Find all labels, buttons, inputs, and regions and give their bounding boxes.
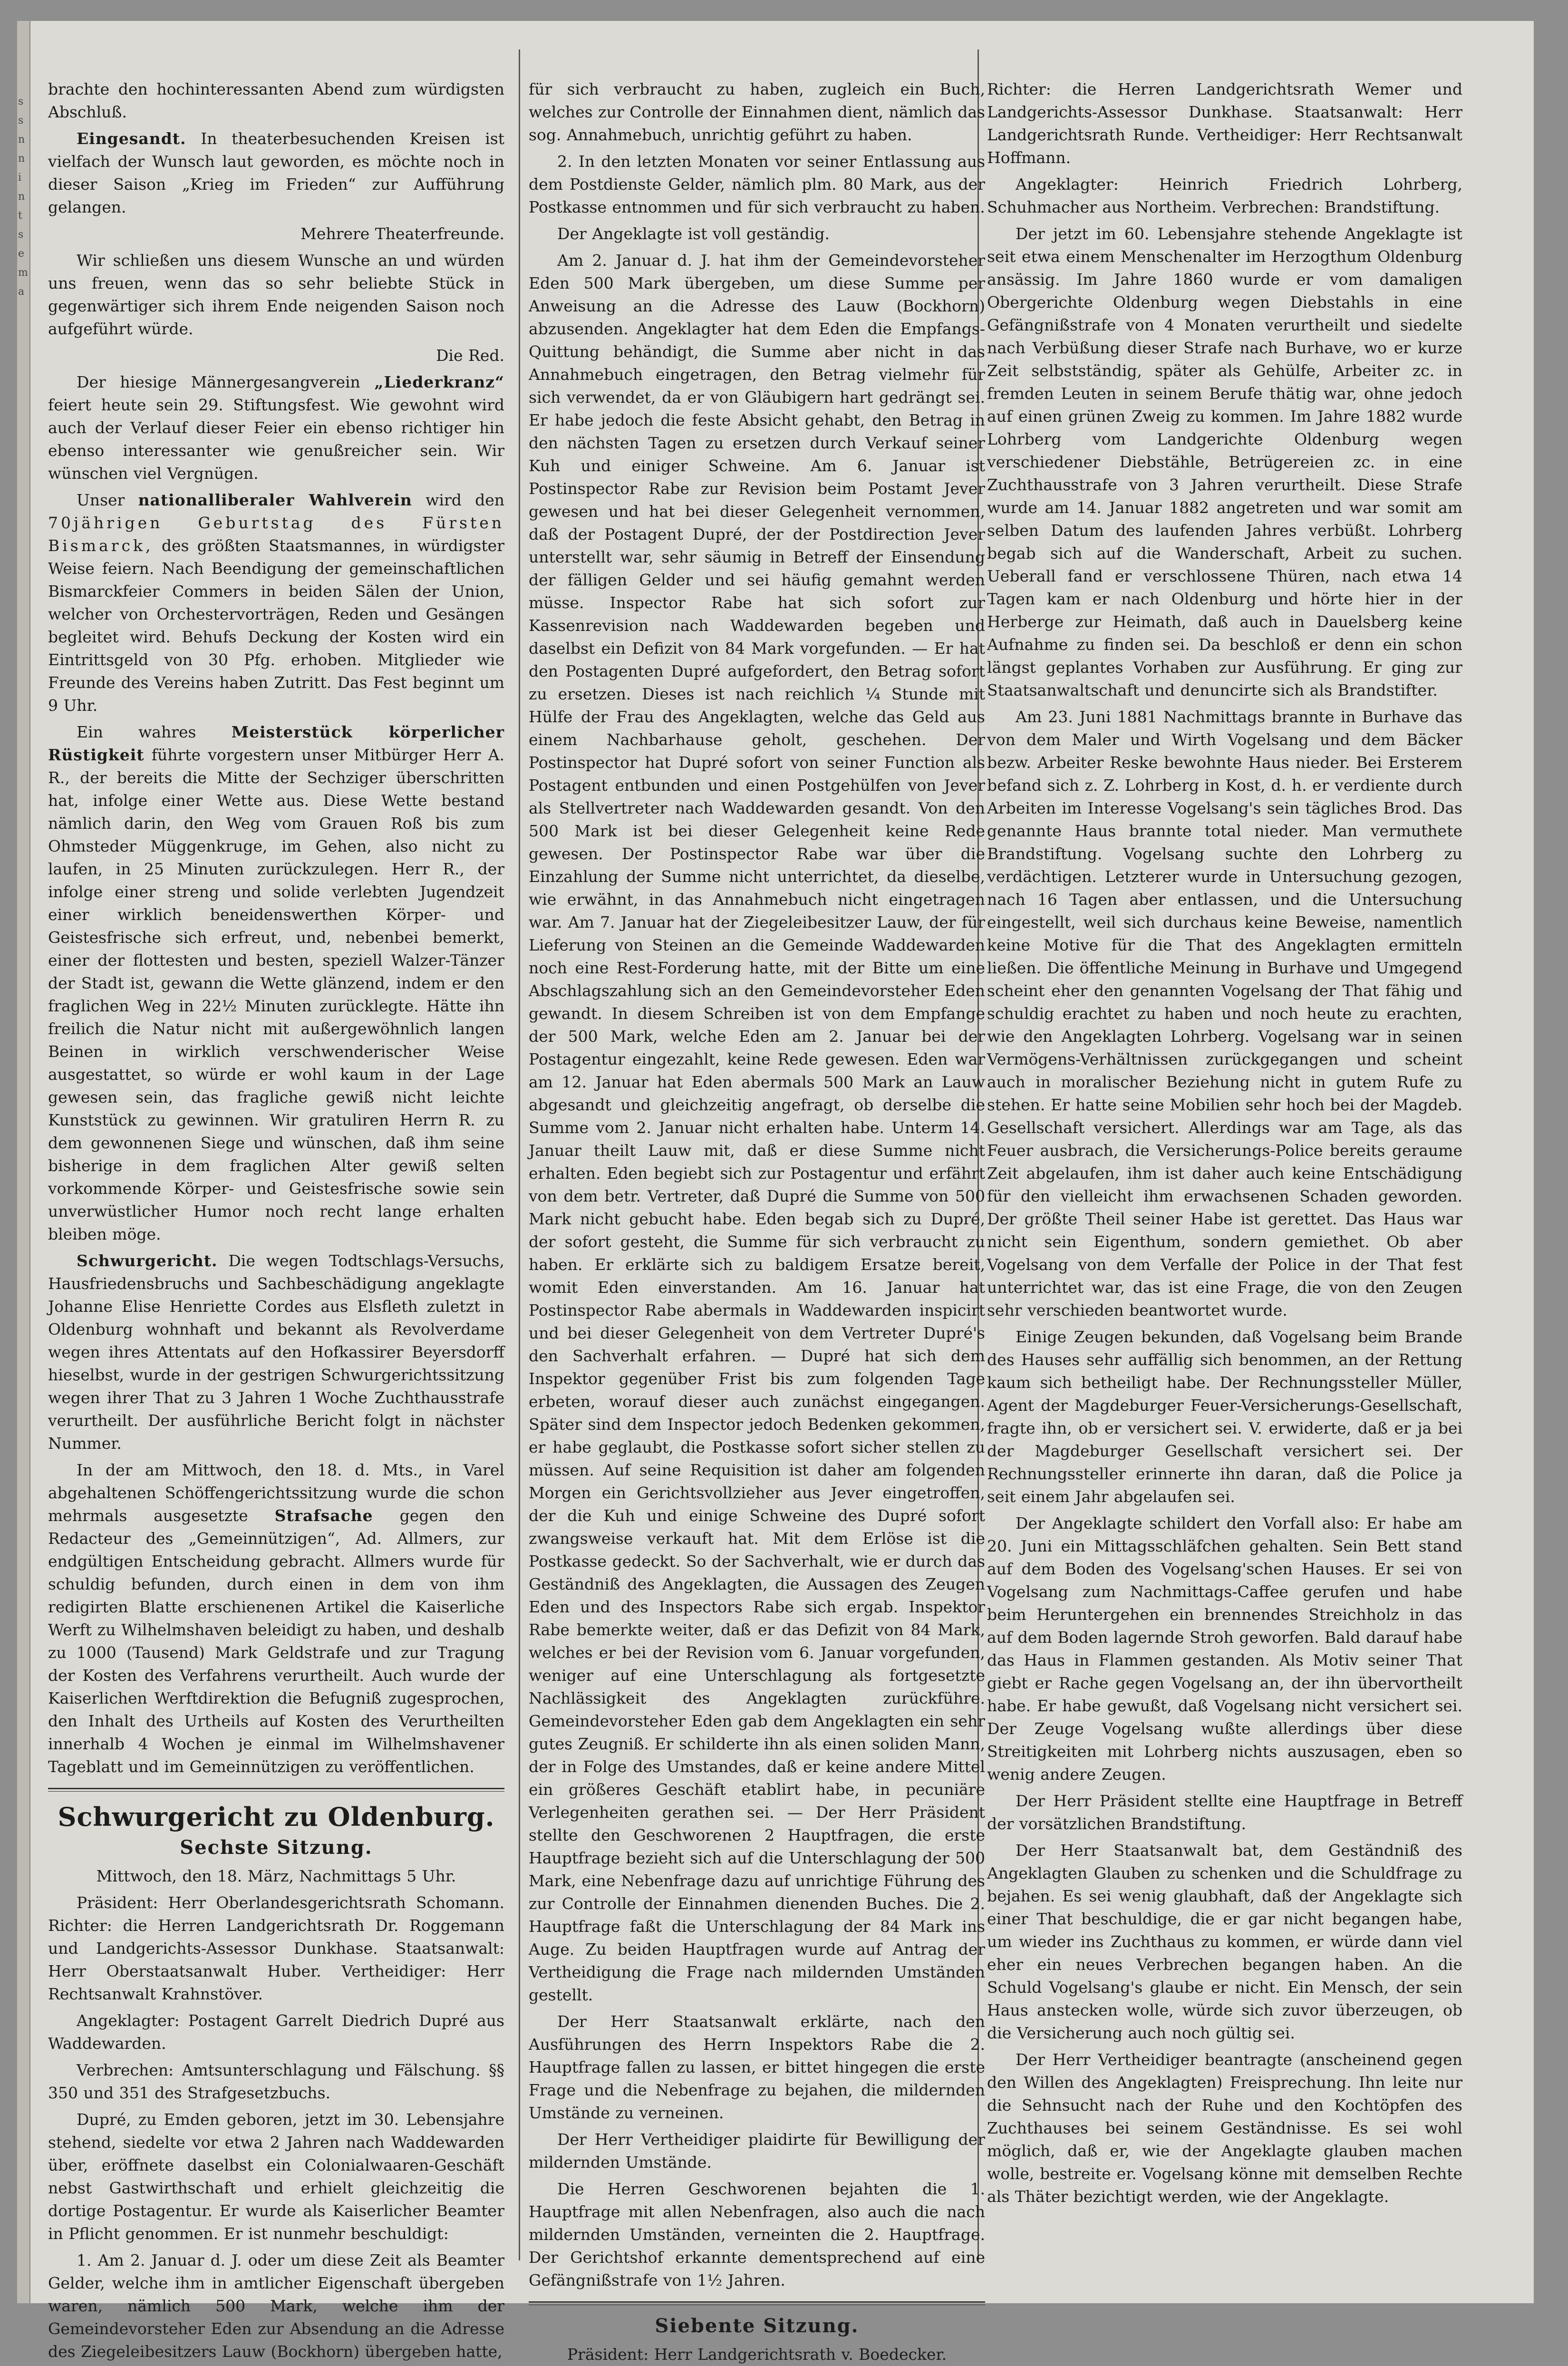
- article-schwurgericht: [48, 1250, 504, 1455]
- gutter-letter: a: [18, 286, 25, 298]
- column-middle: [529, 78, 985, 2364]
- article-text: des größten Staatsmannes, in würdigster Weise feiern. Nach Beendigung der gemeinschaftlichen Bismarckfeier Commers in beiden Sälen der Union, welcher von Orchestervorträgen, Reden und Gesängen begleitet wird. Behufs Deckung der Kosten wird ein Eintrittsgeld von 30 Pfg. erhoben. Mitglieder wie Freunde des Vereins haben Zutritt. Das Fest beginnt um 9 Uhr.: [48, 536, 504, 715]
- newspaper-page: [17, 21, 1534, 2364]
- editor-note: Wir schließen uns diesem Wunsche an und würden uns freuen, wenn das so sehr beliebte Stück in gegenwärtiger sich ihrem Ende neigenden Saison noch aufgeführt würde.: [48, 251, 504, 338]
- section-label: Schwurgericht.: [77, 1251, 218, 1270]
- article-text: In theaterbesuchenden Kreisen ist vielfach der Wunsch laut geworden, es möchte noch in dieser Saison „Krieg im Frieden“ zur Aufführung gelangen.: [48, 129, 504, 216]
- emphasis: 70jährigen Geburtstag des Fürsten Bismarck,: [48, 514, 504, 555]
- gutter-letter: m: [18, 267, 28, 279]
- gutter-letter: s: [18, 96, 24, 107]
- section-heading: Schwurgericht zu Oldenburg.: [58, 1802, 495, 1832]
- article-meisterstueck: [48, 721, 504, 1246]
- session-officials: Präsident: Herr Oberlandesgerichtsrath Schomann. Richter: die Herren Landgerichtsrath Dr. Roggemann und Landgerichts-Assessor Dunkhase. Staatsanwalt: Herr Oberstaatsanwalt Huber. Vertheidiger: Herr Rechtsanwalt Krahnstöver.: [48, 1893, 504, 2003]
- article-text: Der hiesige Männergesangverein: [77, 373, 360, 391]
- case-text: Der jetzt im 60. Lebensjahre stehende Angeklagte ist seit etwa einem Menschenalter im Herzogthum Oldenburg ansässig. Im Jahre 1860 wurde er vom damaligen Obergerichte Oldenburg wegen Diebstahls in eine Gefängnißstrafe von 4 Monaten verurtheilt und siedelte nach Verbüßung dieser Strafe nach Burhave, wo er kurze Zeit selbstständig, später als Gehülfe, Arbeiter zc. in fremden Leuten in seinem Berufe thätig war, ohne jedoch auf einen grünen Zweig zu kommen. Im Jahre 1882 wurde Lohrberg vom Landgerichte Oldenburg wegen verschiedener Diebstähle, Betrügereien zc. in eine Zuchthausstrafe von 3 Jahren verurtheilt. Diese Strafe wurde am 14. Januar 1882 angetreten und war somit am selben Datum des laufenden Jahres verbüßt. Lohrberg begab sich auf die Wanderschaft, Arbeit zu suchen. Ueberall fand er verschlossene Thüren, nach etwa 14 Tagen kam er nach Oldenburg und hörte hier in der Herberge zur Heimath, daß auch in Dauelsberg keine Aufnahme zu finden sei. Da beschloß er denn ein schon längst geplantes Vorhaben zur Ausführung. Er ging zur Staatsanwaltschaft und denuncirte sich als Brandstifter.: [987, 224, 1462, 699]
- case-text: Am 2. Januar d. J. hat ihm der Gemeindevorsteher Eden 500 Mark übergeben, um diese Summe per Anweisung an die Adresse des Lauw (Bockhorn) abzusenden. Angeklagter hat dem Eden die Empfangs-Quittung behändigt, die Summe aber nicht in das Annahmebuch eingetragen, den Betrag vielmehr für sich verwendet, da er von Gläubigern hart gedrängt sei. Er habe jedoch die feste Absicht gehabt, den Betrag in den nächsten Tagen zu ersetzen durch Verkauf seiner Kuh und einiger Schweine. Am 6. Januar ist Postinspector Rabe zur Revision beim Postamt Jever gewesen und hat bei dieser Gelegenheit vernommen, daß der Postagent Dupré, der der Postdirection Jever unterstellt war, sehr säumig in Betreff der Einsendung der fälligen Gelder und sei häufig gemahnt werden müsse. Inspector Rabe hat sich sofort zur Kassenrevision nach Waddewarden begeben und daselbst ein Defizit von 84 Mark vorgefunden. — Er hat den Postagenten Dupré aufgefordert, den Betrag sofort zu ersetzen. Dieses ist nach reichlich ¼ Stunde mit Hülfe der Frau des Angeklagten, welche das Geld aus einem Nachbarhause geholt, geschehen. Der Postinspector hat Dupré sofort von seiner Function als Postagent entbunden und einen Postgehülfen von Jever als Stellvertreter nach Waddewarden gesandt. Von den 500 Mark ist bei dieser Gelegenheit keine Rede gewesen. Der Postinspector Rabe war über die Einzahlung der Summe nicht unterrichtet, da dieselbe, wie erwähnt, in das Annahmebuch nicht eingetragen war. Am 7. Januar hat der Ziegeleibesitzer Lauw, der für Lieferung von Steinen an die Gemeinde Waddewarden noch eine Rest-Forderung hatte, mit der Bitte um eine Abschlagszahlung sich an den Gemeindevorsteher Eden gewandt. In diesem Schreiben ist von dem Empfange der 500 Mark, welche Eden am 2. Januar bei der Postagentur eingezahlt, keine Rede gewesen. Eden war am 12. Januar hat Eden abermals 500 Mark an Lauw abgesandt und gleichzeitig angefragt, ob derselbe die Summe vom 2. Januar nicht erhalten habe. Unterm 14. Januar theilt Lauw mit, daß er diese Summe nicht erhalten. Eden begiebt sich zur Postagentur und erfährt von dem betr. Vertreter, daß Dupré die Summe von 500 Mark nicht gebucht habe. Eden begab sich zu Dupré, der sofort gesteht, die Summe für sich verbraucht zu haben. Er erklärte sich zu baldigem Ersatze bereit, womit Eden einverstanden. Am 16. Januar hat Postinspector Rabe abermals in Waddewarden inspicirt und bei dieser Gelegenheit von dem Vertreter Dupré's den Sachverhalt erfahren. — Dupré hat sich dem Inspektor gegenüber Frist bis zum folgenden Tage erbeten, worauf dieser auch zunächst eingegangen. Später sind dem Inspector jedoch Bedenken gekommen, er habe geglaubt, die Postkasse sofort sicher stellen zu müssen. Auf seine Requisition ist daher am folgenden Morgen ein Gerichtsvollzieher aus Jever eingetroffen, der die Kuh und einige Schweine des Dupré sofort zwangsweise verkauft hat. Mit dem Erlöse ist die Postkasse gedeckt. So der Sachverhalt, wie er durch das Geständniß des Angeklagten, die Aussagen des Zeugen Eden und des Inspectors Rabe sich ergab. Inspektor Rabe bemerkte weiter, daß er das Defizit von 84 Mark, welches er bei der Revision vom 6. Januar vorgefunden, weniger auf eine Unterschlagung als fortgesetzte Nachlässigkeit des Angeklagten zurückführe. Gemeindevorsteher Eden gab dem Angeklagten ein sehr gutes Zeugniß. Er schilderte ihn als einen soliden Mann, der in Folge des Umstandes, daß er keine andere Mittel ein größeres Geschäft etablirt habe, in pecuniäre Verlegenheiten gerathen sei. — Der Herr Präsident stellte den Geschworenen 2 Hauptfragen, die erste Hauptfrage bezieht sich auf die Unterschlagung der 500 Mark, eine Nebenfrage dazu auf unrichtige Führung des zur Controlle der Einnahmen dienenden Buches. Die 2. Hauptfrage faßt die Unterschlagung der 84 Mark ins Auge. Zu beiden Hauptfragen wurde auf Antrag der Vertheidigung die Frage nach mildernden Umständen gestellt.: [529, 251, 985, 2004]
- case-text: Der Herr Vertheidiger plaidirte für Bewilligung der mildernden Umstände.: [529, 2130, 985, 2172]
- case-text: für sich verbraucht zu haben, zugleich ein Buch, welches zur Controlle der Einnahmen dient, nämlich das sog. Annahmebuch, unrichtig geführt zu haben.: [529, 80, 985, 144]
- binding-edge: [17, 21, 30, 2303]
- article-text: führte vorgestern unser Mitbürger Herr A. R., der bereits die Mitte der Sechziger überschritten hat, infolge einer Wette aus. Diese Wette bestand nämlich darin, den Weg vom Grauen Roß bis zum Ohmsteder Müggenkruge, im Gehen, also nicht zu laufen, in 25 Minuten zurückzulegen. Herr R., der infolge einer streng und solide verlebten Jugendzeit einer wirklich beneidenswerthen Körper- und Geistesfrische sich erfreut, und, nebenbei bemerkt, einer der flottesten und besten, speziell Walzer-Tänzer der Stadt ist, gewann die Wette glänzend, indem er den fraglichen Weg in 22½ Minuten zurücklegte. Hätte ihn freilich die Natur nicht mit außergewöhnlich langen Beinen in wirklich verschwenderischer Weise ausgestattet, so würde er wohl kaum in der Lage gewesen sein, das fragliche gewiß nicht leichte Kunststück zu gewinnen. Wir gratuliren Herrn R. zu dem gewonnenen Siege und wünschen, daß ihm seine bisherige in dem fraglichen Alter gewiß selten vorkommende Körper- und Geistesfrische sowie sein unverwüstlicher Humor noch recht lange erhalten bleiben möge.: [48, 746, 504, 1243]
- gutter-letter: n: [18, 153, 25, 165]
- article-eingesandt: [48, 127, 504, 219]
- case-text: Der Angeklagte ist voll geständig.: [557, 224, 830, 243]
- section-divider: [529, 2301, 985, 2305]
- article-wahlverein: [48, 489, 504, 717]
- signature: Mehrere Theaterfreunde.: [300, 224, 504, 243]
- case-text: Am 23. Juni 1881 Nachmittags brannte in Burhave das von dem Maler und Wirth Vogelsang und dem Bäcker bezw. Arbeiter Reske bewohnte Haus nieder. Bei Ersterem befand sich z. Z. Lohrberg in Kost, d. h. er verdiente durch Arbeiten im Interesse Vogelsang's sein tägliches Brod. Das genannte Haus brannte total nieder. Man vermuthete Brandstiftung. Vogelsang suchte den Lohrberg zu verdächtigen. Letzterer wurde in Untersuchung gezogen, nach 16 Tagen aber entlassen, und die Untersuchung eingestellt, weil sich durchaus keine Beweise, namentlich keine Motive für die That des Angeklagten ermitteln ließen. Die öffentliche Meinung in Burhave und Umgegend scheint eher den genannten Vogelsang der That fähig und schuldig erachtet zu haben und noch heute zu erachten, wie den Angeklagten Lohrberg. Vogelsang war in seinen Vermögens-Verhältnissen zurückgegangen und scheint auch in moralischer Beziehung nicht in gutem Rufe zu stehen. Er hatte seine Mobilien sehr hoch bei der Magdeb. Gesellschaft versichert. Allerdings war am Tage, als das Feuer ausbrach, die Versicherungs-Police bereits geraume Zeit abgelaufen, ihm ist daher auch keine Entschädigung für den vielleicht ihm erwachsenen Schaden geworden. Der größte Theil seiner Habe ist gerettet. Das Haus war nicht sein Eigenthum, sondern gemiethet. Ob aber Vogelsang von dem Verfalle der Police in der That fest unterrichtet war, das ist eine Frage, die von den Zeugen sehr verschieden beantwortet wurde.: [987, 708, 1462, 1319]
- article-text: In der am Mittwoch, den 18. d. Mts., in Varel abgehaltenen Schöffengerichtssitzung wurde die schon mehrmals ausgesetzte: [48, 1461, 504, 1525]
- column-left: [48, 78, 505, 2361]
- article-continuation: brachte den hochinteressanten Abend zum würdigsten Abschluß.: [48, 80, 504, 121]
- signature: Die Red.: [436, 346, 504, 365]
- emphasis: Meisterstück körperlicher Rüstigkeit: [48, 723, 504, 764]
- case-text: Der Herr Präsident stellte eine Hauptfrage in Betreff der vorsätzlichen Brandstiftung.: [987, 1792, 1462, 1833]
- gutter-letter: n: [18, 134, 25, 145]
- emphasis: „Liederkranz“: [374, 373, 505, 391]
- charge: Verbrechen: Amtsunterschlagung und Fälschung. §§ 350 und 351 des Strafgesetzbuchs.: [48, 2061, 504, 2102]
- case-text: Der Angeklagte schildert den Vorfall also: Er habe am 20. Juni ein Mittagsschläfchen gehalten. Sein Bett stand auf dem Boden des Vogelsang'schen Hauses. Er sei von Vogelsang zum Nachmittags-Caffee gerufen und habe beim Heruntergehen ein brennendes Streichholz in das auf dem Boden lagernde Stroh geworfen. Bald darauf habe das Haus in Flammen gestanden. Als Motiv seiner That giebt er Rache gegen Vogelsang an, der ihn übervortheilt habe. Er habe gewußt, daß Vogelsang nicht versichert sei. Der Zeuge Vogelsang wußte allerdings über diese Streitigkeiten mit Lohrberg nichts auszusagen, eben so wenig andere Zeugen.: [987, 1514, 1462, 1784]
- article-varel: [48, 1459, 504, 1778]
- case-text: Die Herren Geschworenen bejahten die 1. Hauptfrage mit allen Nebenfragen, also auch die nach mildernden Umständen, verneinten die 2. Hauptfrage. Der Gerichtshof erkannte dementsprechend auf eine Gefängnißstrafe von 1½ Jahren.: [529, 2180, 985, 2289]
- gutter-letter: s: [18, 115, 24, 126]
- article-text: gegen den Redacteur des „Gemeinnützigen“, Ad. Allmers, zur endgültigen Entscheidung gebracht. Allmers wurde für schuldig befunden, durch einen in dem von ihm redigirten Blatte erschienenen Artikel die Kaiserliche Werft zu Wilhelmshaven beleidigt zu haben, und deshalb zu 1000 (Tausend) Mark Geldstrafe und zur Tragung der Kosten des Verfahrens verurtheilt. Auch wurde der Kaiserlichen Werftdirektion die Befugniß zugesprochen, den Inhalt des Urtheils auf Kosten des Verurtheilten innerhalb 4 Wochen je einmal im Wilhelmshavener Tageblatt und im Gemeinnützigen zu veröffentlichen.: [48, 1506, 504, 1776]
- gutter-fragments: [18, 92, 29, 301]
- case-text: Der Herr Vertheidiger beantragte (anscheinend gegen den Willen des Angeklagten) Freisprechung. Ihn leite nur die Sehnsucht nach der Ruhe und den Kochtöpfen des Zuchthauses bei seinem Geständnisse. Es sei wohl möglich, daß er, wie der Angeklagte glauben machen wolle, bestreite er. Vogelsang könne mit demselben Rechte als Thäter bezichtigt werden, wie der Angeklagte.: [987, 2050, 1462, 2206]
- gutter-letter: i: [18, 172, 22, 184]
- gutter-letter: t: [18, 210, 22, 222]
- case-text: Dupré, zu Emden geboren, jetzt im 30. Lebensjahre stehend, siedelte vor etwa 2 Jahren nach Waddewarden über, eröffnete daselbst ein Colonialwaaren-Geschäft nebst Gastwirthschaft und erhielt gleichzeitig die dortige Postagentur. Er wurde als Kaiserlicher Beamter in Pflicht genommen. Er ist nunmehr beschuldigt:: [48, 2110, 504, 2243]
- article-text: Ein wahres: [77, 723, 196, 741]
- emphasis: Strafsache: [274, 1506, 373, 1525]
- session-officials: Richter: die Herren Landgerichtsrath Wemer und Landgerichts-Assessor Dunkhase. Staatsanwalt: Herr Landgerichtsrath Runde. Vertheidiger: Herr Rechtsanwalt Hoffmann.: [987, 80, 1462, 167]
- article-liederkranz: [48, 371, 504, 485]
- session-date: Mittwoch, den 18. März, Nachmittags 5 Uhr.: [96, 1867, 456, 1885]
- section-subheading: Sechste Sitzung.: [180, 1836, 373, 1859]
- defendant: Angeklagter: Heinrich Friedrich Lohrberg, Schuhmacher aus Northeim. Verbrechen: Brandstiftung.: [987, 175, 1462, 216]
- case-text: Der Herr Staatsanwalt bat, dem Geständniß des Angeklagten Glauben zu schenken und die Schuldfrage zu bejahen. Es sei wenig glaubhaft, daß der Angeklagte sich einer That beschuldige, die er gar nicht begangen habe, um wieder ins Zuchthaus zu kommen, er würde dann viel eher ein neues Verbrechen begangen haben. An die Schuld Vogelsang's glaube er nicht. Ein Mensch, der sein Haus anstecken wolle, würde sich zuvor überzeugen, ob die Versicherung auch noch gültig sei.: [987, 1841, 1462, 2042]
- session-president: Präsident: Herr Landgerichtsrath v. Boedecker.: [567, 2345, 947, 2364]
- article-text: feiert heute sein 29. Stiftungsfest. Wie gewohnt wird auch der Verlauf dieser Feier ein ebenso richtiger hin ebenso interessanter wie genußreicher sein. Wir wünschen viel Vergnügen.: [48, 396, 504, 483]
- column-right: [987, 78, 1462, 2265]
- gutter-letter: n: [18, 191, 25, 203]
- emphasis: nationalliberaler Wahlverein: [138, 491, 412, 509]
- section-label: Eingesandt.: [77, 129, 186, 148]
- case-text: 2. In den letzten Monaten vor seiner Entlassung aus dem Postdienste Gelder, nämlich plm. 80 Mark, aus der Postkasse entnommen und für sich verbraucht zu haben.: [529, 152, 985, 216]
- column-rule: [519, 49, 520, 2260]
- section-subheading: Siebente Sitzung.: [655, 2315, 859, 2337]
- case-text: Der Herr Staatsanwalt erklärte, nach den Ausführungen des Herrn Inspektors Rabe die 2. Hauptfrage fallen zu lassen, er bittet hingegen die erste Frage und die Nebenfrage zu bejahen, die mildernden Umstände zu verneinen.: [529, 2012, 985, 2122]
- case-text: 1. Am 2. Januar d. J. oder um diese Zeit als Beamter Gelder, welche ihm in amtlicher Eigenschaft übergeben waren, nämlich 500 Mark, welche ihm der Gemeindevorsteher Eden zur Absendung an die Adresse des Ziegeleibesitzers Lauw (Bockhorn) übergeben hatte,: [48, 2251, 504, 2361]
- article-text: Unser: [77, 491, 125, 509]
- gutter-letter: e: [18, 248, 25, 260]
- section-divider: [48, 1788, 504, 1792]
- case-text: Einige Zeugen bekunden, daß Vogelsang beim Brande des Hauses sehr auffällig sich benommen, an der Rettung kaum sich betheiligt habe. Der Rechnungssteller Müller, Agent der Magdeburger Feuer-Versicherungs-Gesellschaft, fragte ihn, ob er versichert sei. V. erwiderte, daß er ja bei der Magdeburger Gesellschaft versichert sei. Der Rechnungssteller erinnerte ihn daran, daß die Police ja seit einem Jahr abgelaufen sei.: [987, 1328, 1462, 1506]
- gutter-letter: s: [18, 229, 24, 241]
- article-text: Die wegen Todtschlags-Versuchs, Hausfriedensbruchs und Sachbeschädigung angeklagte Johanne Elise Henriette Cordes aus Elsfleth zuletzt in Oldenburg wohnhaft und bekannt als Revolverdame wegen ihres Attentats auf den Hofkassirer Beyersdorff hieselbst, wurde in der gestrigen Schwurgerichtssitzung wegen ihrer That zu 3 Jahren 1 Woche Zuchthausstrafe verurtheilt. Der ausführliche Bericht folgt in nächster Nummer.: [48, 1251, 504, 1453]
- defendant: Angeklagter: Postagent Garrelt Diedrich Dupré aus Waddewarden.: [48, 2011, 504, 2053]
- article-text: wird den: [426, 491, 504, 509]
